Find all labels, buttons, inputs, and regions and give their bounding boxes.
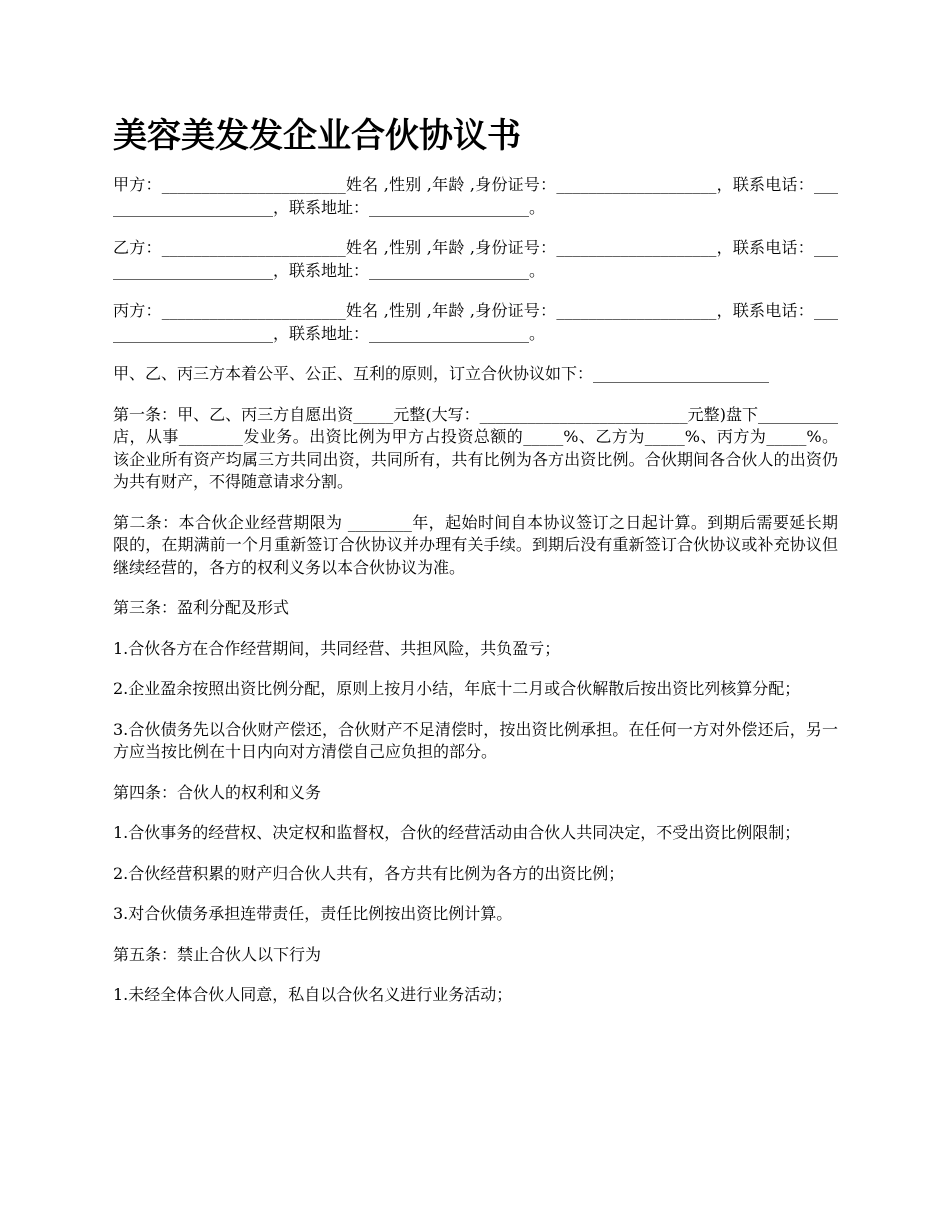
article-3-heading: 第三条：盈利分配及形式 xyxy=(113,598,290,617)
party-a-info: 甲方：_______________________姓名 ,性别 ,年龄 ,身份证号：____________________，联系电话：_______________________，联系地址：____________________。 xyxy=(113,175,838,217)
article-4-item-3: 3.对合伙债务承担连带责任，责任比例按出资比例计算。 xyxy=(113,904,513,923)
preamble: 甲、乙、丙三方本着公平、公正、互利的原则，订立合伙协议如下：______________________ xyxy=(113,364,770,383)
party-b-info: 乙方：_______________________姓名 ,性别 ,年龄 ,身份证号：____________________，联系电话：_______________________，联系地址：____________________。 xyxy=(113,238,838,280)
article-4-item-1: 1.合伙事务的经营权、决定权和监督权，合伙的经营活动由合伙人共同决定，不受出资比例限制； xyxy=(113,823,801,842)
article-3-item-3: 3.合伙债务先以合伙财产偿还，合伙财产不足清偿时，按出资比例承担。在任何一方对外偿还后，另一方应当按比例在十日内向对方清偿自己应负担的部分。 xyxy=(113,719,838,761)
article-1: 第一条：甲、乙、丙三方自愿出资_____元整(大写：__________________________元整)盘下__________店，从事________发业务。出资比例为甲方占投资总额的_____%、乙方为_____%、丙方为_____%。该企业所有资产均属三方共同出资，共同所有，共有比例为各方出资比例。合伙期间各合伙人的出资仍为共有财产，不得随意请求分割。 xyxy=(113,404,838,491)
party-c-info: 丙方：_______________________姓名 ,性别 ,年龄 ,身份证号：____________________，联系电话：_______________________，联系地址：____________________。 xyxy=(113,301,838,343)
article-2: 第二条：本合伙企业经营期限为 ________年，起始时间自本协议签订之日起计算。到期后需要延长期限的，在期满前一个月重新签订合伙协议并办理有关手续。到期后没有重新签订合伙协议或补充协议但继续经营的，各方的权利义务以本合伙协议为准。 xyxy=(113,512,838,577)
article-5-item-1: 1.未经全体合伙人同意，私自以合伙名义进行业务活动； xyxy=(113,985,513,1004)
article-4-heading: 第四条：合伙人的权利和义务 xyxy=(113,782,322,802)
article-5-heading: 第五条：禁止合伙人以下行为 xyxy=(113,944,322,964)
article-3-item-2: 2.企业盈余按照出资比例分配，原则上按月小结，年底十二月或合伙解散后按出资比列核算分配； xyxy=(113,679,801,698)
article-4-item-2: 2.合伙经营积累的财产归合伙人共有，各方共有比例为各方的出资比例； xyxy=(113,863,625,883)
document-page xyxy=(113,108,838,1025)
article-3-item-1: 1.合伙各方在合作经营期间，共同经营、共担风险，共负盈亏； xyxy=(113,638,561,658)
document-title: 美容美发发企业合伙协议书 xyxy=(113,116,521,156)
